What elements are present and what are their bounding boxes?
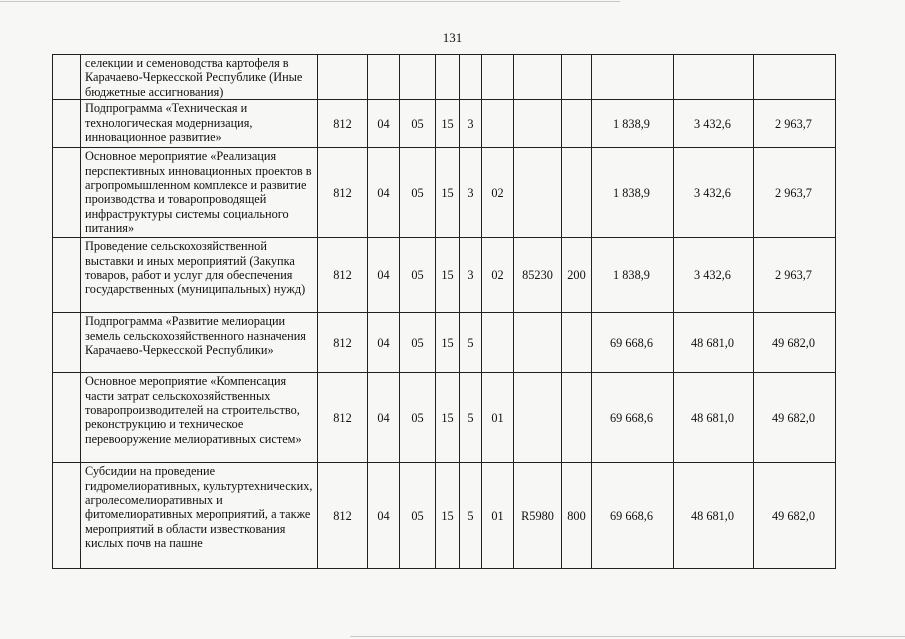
subprogram-code-cell: 5 [460, 313, 482, 373]
amount-year-3-cell: 2 963,7 [754, 100, 836, 148]
expense-type-cell [562, 148, 592, 238]
table-row [53, 55, 836, 100]
description-cell: селекции и семеноводства картофеля в Карачаево-Черкесской Республике (Иные бюджетные ассигнования) [81, 55, 318, 100]
table-row [53, 238, 836, 313]
subsection-code-cell: 05 [400, 148, 436, 238]
index-cell [53, 463, 81, 569]
direction-code-cell [514, 373, 562, 463]
ministry-code-cell [318, 55, 368, 100]
direction-code-cell: R5980 [514, 463, 562, 569]
expense-type-cell [562, 55, 592, 100]
table-row [53, 373, 836, 463]
scan-edge-line [0, 1, 620, 2]
program-code-cell [436, 55, 460, 100]
description-cell: Субсидии на проведение гидромелиоративных, культуртехнических, агролесомелиоративных и фитомелиоративных мероприятий, а также мероприятий в области известкования кислых почв на пашне [81, 463, 318, 569]
section-code-cell: 04 [368, 463, 400, 569]
direction-code-cell [514, 148, 562, 238]
table-row [53, 100, 836, 148]
section-code-cell: 04 [368, 373, 400, 463]
subsection-code-cell: 05 [400, 100, 436, 148]
amount-year-1-cell [592, 55, 674, 100]
ministry-code-cell: 812 [318, 148, 368, 238]
subsection-code-cell: 05 [400, 463, 436, 569]
section-code-cell: 04 [368, 100, 400, 148]
amount-year-1-cell: 1 838,9 [592, 238, 674, 313]
index-cell [53, 148, 81, 238]
section-code-cell: 04 [368, 148, 400, 238]
description-cell: Проведение сельскохозяйственной выставки и иных мероприятий (Закупка товаров, работ и услуг для обеспечения государственных (муниципальных) нужд) [81, 238, 318, 313]
expense-type-cell: 800 [562, 463, 592, 569]
ministry-code-cell: 812 [318, 100, 368, 148]
subsection-code-cell: 05 [400, 373, 436, 463]
ministry-code-cell: 812 [318, 463, 368, 569]
description-cell: Основное мероприятие «Компенсация части затрат сельскохозяйственных товаропроизводителей на строительство, реконструкцию и техническое перевооружение мелиоративных систем» [81, 373, 318, 463]
description-cell: Основное мероприятие «Реализация перспективных инновационных проектов в агропромышленном комплексе и развитие производства и товаропроводящей инфраструктуры системы социального питания» [81, 148, 318, 238]
index-cell [53, 373, 81, 463]
program-code-cell: 15 [436, 238, 460, 313]
amount-year-1-cell: 1 838,9 [592, 100, 674, 148]
amount-year-1-cell: 69 668,6 [592, 313, 674, 373]
expense-type-cell [562, 313, 592, 373]
subprogram-code-cell: 5 [460, 373, 482, 463]
budget-table [52, 54, 836, 569]
amount-year-3-cell: 49 682,0 [754, 463, 836, 569]
amount-year-2-cell [674, 55, 754, 100]
section-code-cell: 04 [368, 238, 400, 313]
table-row [53, 313, 836, 373]
section-code-cell: 04 [368, 313, 400, 373]
program-code-cell: 15 [436, 463, 460, 569]
index-cell [53, 313, 81, 373]
subprogram-code-cell: 3 [460, 238, 482, 313]
expense-type-cell: 200 [562, 238, 592, 313]
amount-year-3-cell: 49 682,0 [754, 373, 836, 463]
event-code-cell [482, 55, 514, 100]
program-code-cell: 15 [436, 148, 460, 238]
index-cell [53, 238, 81, 313]
subprogram-code-cell [460, 55, 482, 100]
event-code-cell: 02 [482, 148, 514, 238]
description-cell: Подпрограмма «Развитие мелиорации земель сельскохозяйственного назначения Карачаево-Черкесской Республики» [81, 313, 318, 373]
subprogram-code-cell: 3 [460, 148, 482, 238]
program-code-cell: 15 [436, 100, 460, 148]
amount-year-2-cell: 3 432,6 [674, 100, 754, 148]
ministry-code-cell: 812 [318, 373, 368, 463]
program-code-cell: 15 [436, 373, 460, 463]
amount-year-3-cell [754, 55, 836, 100]
direction-code-cell [514, 55, 562, 100]
scan-edge-line [350, 636, 905, 637]
direction-code-cell: 85230 [514, 238, 562, 313]
table-row [53, 463, 836, 569]
amount-year-2-cell: 3 432,6 [674, 148, 754, 238]
amount-year-2-cell: 48 681,0 [674, 373, 754, 463]
index-cell [53, 100, 81, 148]
subprogram-code-cell: 5 [460, 463, 482, 569]
subsection-code-cell [400, 55, 436, 100]
page-number: 131 [442, 30, 463, 45]
amount-year-2-cell: 3 432,6 [674, 238, 754, 313]
amount-year-1-cell: 1 838,9 [592, 148, 674, 238]
subsection-code-cell: 05 [400, 238, 436, 313]
amount-year-1-cell: 69 668,6 [592, 463, 674, 569]
amount-year-2-cell: 48 681,0 [674, 313, 754, 373]
amount-year-3-cell: 2 963,7 [754, 148, 836, 238]
amount-year-1-cell: 69 668,6 [592, 373, 674, 463]
event-code-cell [482, 313, 514, 373]
amount-year-2-cell: 48 681,0 [674, 463, 754, 569]
event-code-cell [482, 100, 514, 148]
event-code-cell: 01 [482, 463, 514, 569]
event-code-cell: 02 [482, 238, 514, 313]
event-code-cell: 01 [482, 373, 514, 463]
ministry-code-cell: 812 [318, 313, 368, 373]
description-cell: Подпрограмма «Техническая и технологическая модернизация, инновационное развитие» [81, 100, 318, 148]
direction-code-cell [514, 100, 562, 148]
direction-code-cell [514, 313, 562, 373]
table-row [53, 148, 836, 238]
ministry-code-cell: 812 [318, 238, 368, 313]
amount-year-3-cell: 2 963,7 [754, 238, 836, 313]
index-cell [53, 55, 81, 100]
subprogram-code-cell: 3 [460, 100, 482, 148]
expense-type-cell [562, 373, 592, 463]
expense-type-cell [562, 100, 592, 148]
amount-year-3-cell: 49 682,0 [754, 313, 836, 373]
section-code-cell [368, 55, 400, 100]
subsection-code-cell: 05 [400, 313, 436, 373]
program-code-cell: 15 [436, 313, 460, 373]
